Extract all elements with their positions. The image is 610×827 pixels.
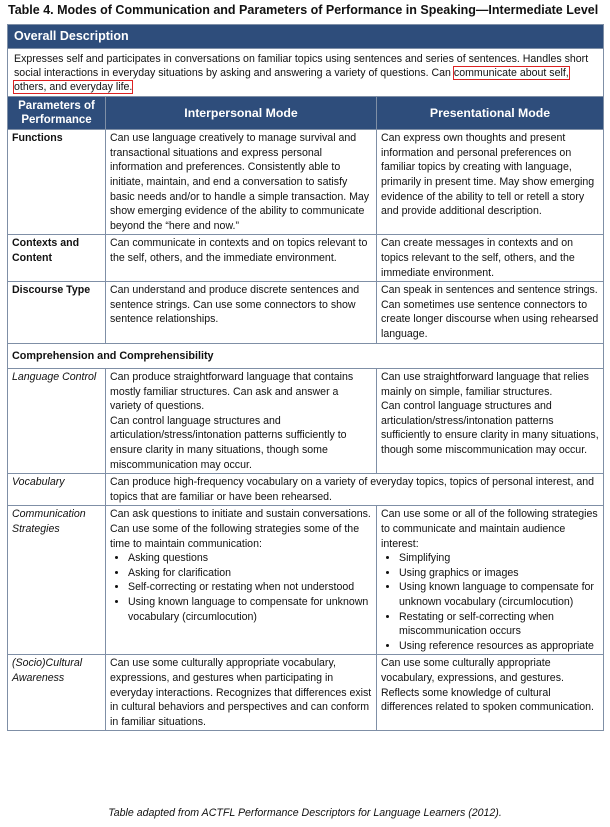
row-discourse xyxy=(8,282,604,343)
column-header-row xyxy=(8,97,604,130)
row-strategies xyxy=(8,506,604,655)
paragraph: Can control language structures and articulation/stress/intonation patterns sufficiently to ensure clarity in many situations, though some miscommunication may occur. xyxy=(381,400,599,457)
row-cultural xyxy=(8,655,604,731)
cell-strategies-presentational xyxy=(377,506,604,655)
table-caption: Table adapted from ACTFL Performance Descriptors for Language Learners (2012). xyxy=(108,807,502,819)
cell-contexts-presentational: Can create messages in contexts and on topics relevant to the self, others, and the immediate environment. xyxy=(377,235,604,282)
row-contexts xyxy=(8,235,604,282)
cell-language-control-interpersonal xyxy=(106,369,377,474)
row-label-cultural: (Socio)Cultural Awareness xyxy=(8,655,106,731)
section-row xyxy=(8,343,604,369)
table-title: Table 4. Modes of Communication and Parameters of Performance in Speaking—Intermediate Level xyxy=(8,3,599,17)
list-item: • Simplifying xyxy=(399,551,599,566)
section-heading: Comprehension and Comprehensibility xyxy=(8,343,604,369)
column-header-interpersonal: Interpersonal Mode xyxy=(106,97,377,130)
row-label-language-control: Language Control xyxy=(8,369,106,474)
column-header-parameters: Parameters of Performance xyxy=(8,97,106,130)
highlighted-text: communicate about self, others, and everyday life. xyxy=(14,66,569,93)
performance-table xyxy=(7,24,604,731)
list-item: • Using reference resources as appropriate xyxy=(399,639,599,654)
overall-heading: Overall Description xyxy=(8,25,604,49)
overall-description xyxy=(8,48,604,97)
cell-functions-presentational: Can express own thoughts and present information and personal preferences on familiar topics by creating with language, primarily in present time. May show emerging evidence of the ability to tell or retell a story and provide additional description. xyxy=(377,130,604,235)
overall-text: Expresses self and participates in conversations on familiar topics using sentences and series of sentences. Handles short social interactions in everyday situations by asking and answering a variety of questions. Can xyxy=(14,52,589,79)
cell-cultural-presentational: Can use some culturally appropriate vocabulary, expressions, and gestures. Reflects some knowledge of cultural differences related to spoken communication. xyxy=(377,655,604,731)
row-label-vocabulary: Vocabulary xyxy=(8,474,106,506)
paragraph: Can ask questions to initiate and sustain conversations. xyxy=(110,508,371,521)
paragraph: Can control language structures and articulation/stress/intonation patterns sufficiently to ensure clarity in many situations, though some miscommunication may occur. xyxy=(110,414,347,471)
row-label-strategies: Communication Strategies xyxy=(8,506,106,655)
list-item: • Using known language to compensate for unknown vocabulary (circumlocution) xyxy=(128,595,372,624)
row-functions xyxy=(8,130,604,235)
cell-language-control-presentational xyxy=(377,369,604,474)
row-label-functions: Functions xyxy=(8,130,106,235)
cell-discourse-presentational: Can speak in sentences and sentence strings. Can sometimes use sentence connectors to create longer discourse when using rehearsed language. xyxy=(377,282,604,343)
cell-functions-interpersonal: Can use language creatively to manage survival and transactional situations and express personal information and preferences. Consistently able to initiate, maintain, and end a conversation to satisfy basic needs and/or to handle a simple transaction. May show emerging evidence of the ability to communicate beyond the “here and now.” xyxy=(106,130,377,235)
paragraph: Can use some or all of the following strategies to communicate and maintain audience interest: xyxy=(381,508,598,550)
cell-contexts-interpersonal: Can communicate in contexts and on topics relevant to the self, others, and the immediate environment. xyxy=(106,235,377,282)
overall-header-row xyxy=(8,25,604,49)
strategy-list-interpersonal xyxy=(110,551,372,624)
paragraph: Can use straightforward language that relies mainly on simple, familiar structures. xyxy=(381,371,589,398)
list-item: • Asking for clarification xyxy=(128,566,372,581)
cell-cultural-interpersonal: Can use some culturally appropriate vocabulary, expressions, and gestures when participating in everyday interactions. Recognizes that differences exist in cultural behaviors and perspectives and can conform in familiar situations. xyxy=(106,655,377,731)
paragraph: Can produce straightforward language that contains mostly familiar structures. Can ask and answer a variety of questions. xyxy=(110,371,354,413)
strategy-list-presentational xyxy=(381,551,599,653)
row-label-discourse: Discourse Type xyxy=(8,282,106,343)
overall-description-row xyxy=(8,48,604,97)
list-item: • Using graphics or images xyxy=(399,566,599,581)
cell-vocabulary: Can produce high-frequency vocabulary on a variety of everyday topics, topics of personal interest, and topics that are familiar or have been rehearsed. xyxy=(106,474,604,506)
row-label-contexts: Contexts and Content xyxy=(8,235,106,282)
list-item: • Restating or self-correcting when miscommunication occurs xyxy=(399,610,599,639)
cell-strategies-interpersonal xyxy=(106,506,377,655)
paragraph: Can use some of the following strategies some of the time to maintain communication: xyxy=(110,523,360,550)
row-vocabulary xyxy=(8,474,604,506)
list-item: • Asking questions xyxy=(128,551,372,566)
list-item: • Using known language to compensate for unknown vocabulary (circumlocution) xyxy=(399,580,599,609)
row-language-control xyxy=(8,369,604,474)
column-header-presentational: Presentational Mode xyxy=(377,97,604,130)
cell-discourse-interpersonal: Can understand and produce discrete sentences and sentence strings. Can use some connectors to show sentence relationships. xyxy=(106,282,377,343)
list-item: • Self-correcting or restating when not understood xyxy=(128,580,372,595)
